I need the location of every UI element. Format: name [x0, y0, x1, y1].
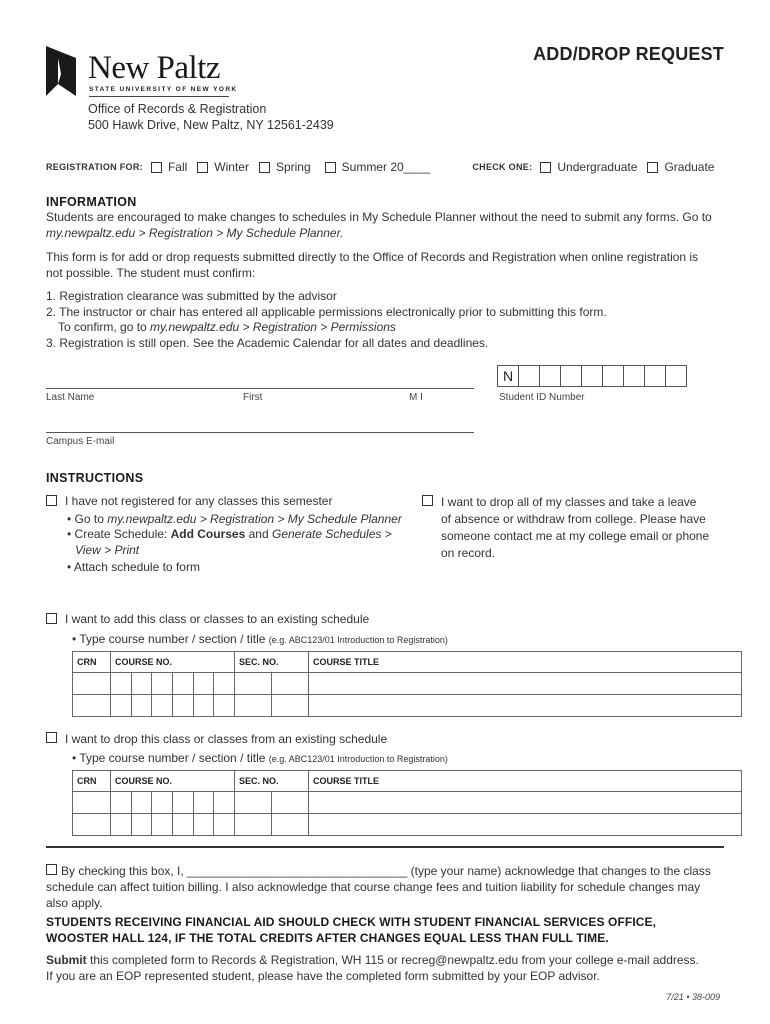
and-text: and: [245, 527, 272, 541]
col-course-title: COURSE TITLE: [309, 652, 742, 673]
acknowledge-line-1: By checking this box, I, _________________________________ (type your name) acknowledge that changes to the class: [61, 864, 711, 878]
middle-initial-label: M I: [409, 392, 423, 403]
id-digit-box[interactable]: [623, 365, 645, 387]
generate-schedules-text: Generate Schedules >: [271, 527, 392, 541]
confirm-item-1: 1. Registration clearance was submitted by the advisor: [46, 289, 337, 303]
student-id-boxes[interactable]: [498, 365, 687, 387]
table-row[interactable]: [73, 792, 742, 814]
info-p1-link: my.newpaltz.edu > Registration > My Schedule Planner.: [46, 225, 344, 240]
add-hint-example: (e.g. ABC123/01 Introduction to Registration): [268, 635, 448, 645]
add-course-table[interactable]: [72, 651, 742, 717]
confirm-item-2b: [46, 320, 736, 336]
term-winter: Winter: [214, 160, 249, 174]
table-row[interactable]: [73, 695, 742, 717]
drop-all-line-3: someone contact me at my college email or phone: [441, 529, 710, 543]
opt1-bullet-2-prefix: • Create Schedule:: [67, 527, 171, 541]
id-digit-box[interactable]: [581, 365, 603, 387]
confirm-item-2: 2. The instructor or chair has entered all applicable permissions electronically prior to submitting this form.: [46, 304, 607, 319]
fall-checkbox[interactable]: [151, 162, 162, 173]
name-field-line[interactable]: [46, 388, 474, 389]
col-course-title: COURSE TITLE: [309, 771, 742, 792]
office-street: 500 Hawk Drive, New Paltz, NY 12561-2439: [88, 118, 334, 132]
first-name-label: First: [243, 392, 263, 403]
drop-all-line-2: of absence or withdraw from college. Please have: [441, 512, 706, 526]
information-paragraph-1: [46, 210, 736, 241]
drop-table-header: [73, 771, 742, 792]
add-classes-checkbox[interactable]: [46, 613, 57, 624]
campus-email-label: Campus E-mail: [46, 436, 115, 447]
id-digit-box[interactable]: [560, 365, 582, 387]
col-crn: CRN: [73, 771, 111, 792]
id-digit-box[interactable]: [644, 365, 666, 387]
table-row[interactable]: [73, 814, 742, 836]
drop-all-checkbox[interactable]: [422, 495, 433, 506]
drop-hint-example: (e.g. ABC123/01 Introduction to Registration): [268, 754, 448, 764]
level-graduate: Graduate: [664, 160, 715, 174]
winter-checkbox[interactable]: [197, 162, 208, 173]
form-title: ADD/DROP REQUEST: [533, 44, 724, 64]
warning-line-1: STUDENTS RECEIVING FINANCIAL AID SHOULD CHECK WITH STUDENT FINANCIAL SERVICES OFFICE,: [46, 915, 657, 929]
drop-hint-text: • Type course number / section / title: [72, 751, 266, 765]
logo-subtitle: STATE UNIVERSITY OF NEW YORK: [89, 86, 238, 93]
drop-all-line-1: I want to drop all of my classes and take a leave: [441, 495, 697, 509]
office-address: [88, 101, 334, 133]
registration-row: [46, 160, 714, 174]
opt1-bullet-2: [65, 527, 405, 543]
drop-course-table[interactable]: [72, 770, 742, 836]
acknowledge-line-2: schedule can affect tuition billing. I also acknowledge that course change fees and tuition liability for schedule changes may: [46, 880, 701, 894]
drop-all-option: [441, 494, 741, 562]
view-print-text: View > Print: [75, 542, 140, 557]
confirm-item-2b-text: To confirm, go to: [58, 320, 151, 334]
summer-checkbox[interactable]: [325, 162, 336, 173]
submit-line-2: If you are an EOP represented student, please have the completed form submitted by your EOP advisor.: [46, 969, 600, 983]
confirm-list: [46, 289, 736, 351]
table-row[interactable]: [73, 673, 742, 695]
office-name: Office of Records & Registration: [88, 102, 267, 116]
info-p2-line1: This form is for add or drop requests submitted directly to the Office of Records and Registration when online registration is: [46, 250, 699, 264]
add-courses-text: Add Courses: [170, 527, 246, 541]
financial-aid-warning: [46, 914, 746, 946]
schedule-planner-link: my.newpaltz.edu > Registration > My Schedule Planner: [107, 511, 402, 526]
not-registered-checkbox[interactable]: [46, 495, 57, 506]
confirm-item-3: 3. Registration is still open. See the Academic Calendar for all dates and deadlines.: [46, 335, 489, 350]
add-hint: [72, 632, 448, 649]
submit-instructions: [46, 952, 746, 984]
instructions-heading: INSTRUCTIONS: [46, 471, 144, 485]
add-table-header: [73, 652, 742, 673]
acknowledge-text: [46, 863, 736, 911]
not-registered-label: I have not registered for any classes this semester: [65, 494, 333, 508]
id-digit-box[interactable]: [539, 365, 561, 387]
opt1-bullet-1: [65, 512, 405, 528]
opt1-bullet-3: • Attach schedule to form: [67, 560, 200, 574]
col-course-no: COURSE NO.: [111, 652, 235, 673]
col-sec-no: SEC. NO.: [235, 771, 309, 792]
last-name-label: Last Name: [46, 392, 95, 403]
col-sec-no: SEC. NO.: [235, 652, 309, 673]
warning-line-2: WOOSTER HALL 124, IF THE TOTAL CREDITS AFTER CHANGES EQUAL LESS THAN FULL TIME.: [46, 931, 609, 945]
term-spring: Spring: [275, 160, 311, 174]
logo-rule: [89, 96, 229, 97]
information-heading: INFORMATION: [46, 195, 137, 209]
id-digit-box[interactable]: [602, 365, 624, 387]
add-classes-label: I want to add this class or classes to an existing schedule: [65, 612, 370, 626]
logo-wordmark: New Paltz: [88, 50, 221, 86]
permissions-link: my.newpaltz.edu > Registration > Permissions: [150, 320, 396, 334]
information-paragraph-2: [46, 250, 736, 281]
student-id-label: Student ID Number: [499, 392, 585, 403]
graduate-checkbox[interactable]: [647, 162, 658, 173]
submit-word: Submit: [46, 953, 87, 967]
campus-email-line[interactable]: [46, 432, 474, 433]
add-hint-text: • Type course number / section / title: [72, 632, 266, 646]
not-registered-option: [65, 494, 405, 576]
level-undergraduate: Undergraduate: [557, 160, 638, 174]
form-code: 7/21 • 38-009: [666, 992, 720, 1002]
term-fall: Fall: [167, 160, 188, 174]
check-one-label: CHECK ONE:: [472, 162, 533, 172]
student-id-prefix: N: [497, 365, 519, 387]
new-paltz-logo-mark-icon: [44, 44, 78, 98]
section-divider: [46, 846, 724, 848]
drop-classes-label: I want to drop this class or classes from an existing schedule: [65, 732, 388, 746]
drop-all-line-4: on record.: [441, 546, 496, 560]
id-digit-box[interactable]: [518, 365, 540, 387]
drop-hint: [72, 751, 448, 768]
submit-line-1: [46, 952, 746, 968]
term-summer-year[interactable]: Summer 20____: [341, 160, 431, 174]
info-p2-line2: not possible. The student must confirm:: [46, 265, 256, 280]
registration-for-label: REGISTRATION FOR:: [46, 162, 143, 172]
submit-line-1-text: this completed form to Records & Registration, WH 115 or recreg@newpaltz.edu from your college e-mail address.: [86, 953, 699, 967]
acknowledge-line-3: also apply.: [46, 896, 103, 910]
col-crn: CRN: [73, 652, 111, 673]
undergraduate-checkbox[interactable]: [540, 162, 551, 173]
info-p1-line1: Students are encouraged to make changes to schedules in My Schedule Planner without the need to submit any forms. Go to: [46, 210, 712, 224]
id-digit-box[interactable]: [665, 365, 687, 387]
spring-checkbox[interactable]: [259, 162, 270, 173]
col-course-no: COURSE NO.: [111, 771, 235, 792]
drop-classes-checkbox[interactable]: [46, 732, 57, 743]
opt1-bullet-1-prefix: • Go to: [67, 511, 108, 526]
